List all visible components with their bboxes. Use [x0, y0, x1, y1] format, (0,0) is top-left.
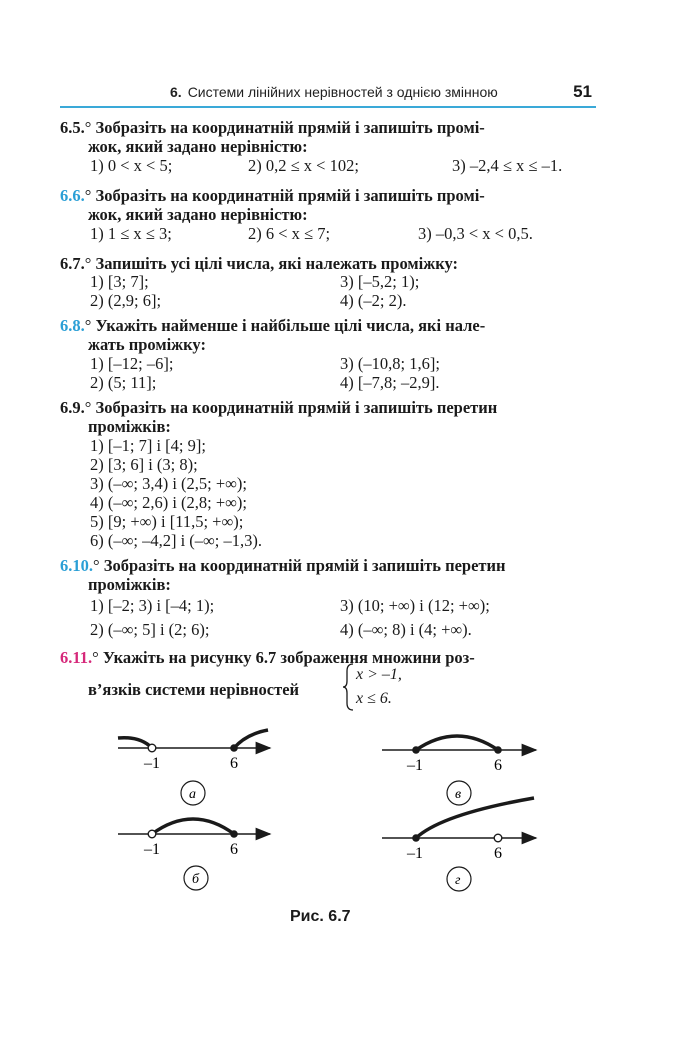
exercise-6-9-items	[90, 436, 262, 550]
list-item: 3) (–∞; 3,4) і (2,5; +∞);	[90, 474, 248, 493]
closed-point	[412, 834, 420, 842]
svg-text:–1: –1	[407, 757, 423, 774]
open-point	[148, 830, 156, 838]
exercise-6-9: 6.9.° Зобразіть на координатній прямій і запишіть перетин проміжків:	[60, 398, 498, 436]
exercise-6-6-options: 1) 1 ≤ x ≤ 3; 2) 6 < x ≤ 7; 3) –0,3 < x < 0,5.	[90, 224, 533, 243]
number-line-a	[118, 730, 270, 805]
list-item: 6) (–∞; –4,2] і (–∞; –1,3).	[90, 531, 263, 550]
svg-text:–1: –1	[144, 841, 160, 858]
figure-caption: Рис. 6.7	[290, 908, 351, 925]
number-line-b	[118, 819, 270, 890]
closed-point	[230, 744, 238, 752]
list-item: 4) (–∞; 2,6) і (2,8; +∞);	[90, 493, 248, 512]
svg-text:6: 6	[494, 845, 502, 862]
svg-text:–1: –1	[407, 845, 423, 862]
exercise-6-7-options: 1) [3; 7]; 3) [–5,2; 1); 2) (2,9; 6]; 4) (–2; 2).	[90, 272, 420, 310]
open-point	[148, 744, 156, 752]
svg-text:а: а	[189, 787, 196, 802]
closed-point	[412, 746, 420, 754]
inequality-system: x > –1, x ≤ 6.	[342, 662, 422, 712]
page-number: 51	[573, 82, 592, 101]
exercise-6-11: 6.11.° Укажіть на рисунку 6.7 зображення множини роз-	[60, 648, 475, 667]
exercise-6-6: 6.6.° Зобразіть на координатній прямій і запишіть промі- жок, який задано нерівністю:	[60, 186, 485, 224]
figure-6-7	[0, 720, 695, 900]
svg-text:6: 6	[494, 757, 502, 774]
open-point	[494, 834, 502, 842]
exercise-6-7: 6.7.° Запишіть усі цілі числа, які належать проміжку:	[60, 254, 459, 273]
exercise-6-10-options: 1) [–2; 3) і [–4; 1); 3) (10; +∞) і (12; +∞); 2) (–∞; 5] і (2; 6); 4) (–∞; 8) і (4; +∞).	[90, 596, 490, 639]
exercise-6-5: 6.5.° Зобразіть на координатній прямій і запишіть промі- жок, який задано нерівністю:	[60, 118, 485, 156]
svg-text:–1: –1	[144, 755, 160, 772]
closed-point	[230, 830, 238, 838]
running-header	[60, 82, 596, 108]
left-brace-icon	[342, 662, 356, 712]
svg-text:г: г	[455, 873, 461, 888]
number-line-v	[382, 736, 536, 805]
chapter-title: 6. Системи лінійних нерівностей з однією змінною	[170, 84, 498, 100]
list-item: 1) [–1; 7] і [4; 9];	[90, 436, 206, 455]
list-item: 2) [3; 6] і (3; 8);	[90, 455, 198, 474]
exercise-6-11-line2: в’язків системи нерівностей	[88, 680, 300, 699]
number-line-g	[382, 798, 536, 891]
list-item: 5) [9; +∞) і [11,5; +∞);	[90, 512, 244, 531]
exercise-6-8: 6.8.° Укажіть найменше і найбільше цілі числа, які нале- жать проміжку:	[60, 316, 486, 354]
exercise-6-8-options: 1) [–12; –6]; 3) (–10,8; 1,6]; 2) (5; 11]; 4) [–7,8; –2,9].	[90, 354, 440, 392]
closed-point	[494, 746, 502, 754]
exercise-6-10: 6.10.° Зобразіть на координатній прямій і запишіть перетин проміжків:	[60, 556, 506, 594]
svg-text:6: 6	[230, 841, 238, 858]
exercise-6-5-options: 1) 0 < x < 5; 2) 0,2 ≤ x < 102; 3) –2,4 ≤ x ≤ –1.	[90, 156, 563, 175]
svg-text:в: в	[455, 787, 462, 802]
svg-text:6: 6	[230, 755, 238, 772]
svg-text:б: б	[192, 872, 200, 887]
